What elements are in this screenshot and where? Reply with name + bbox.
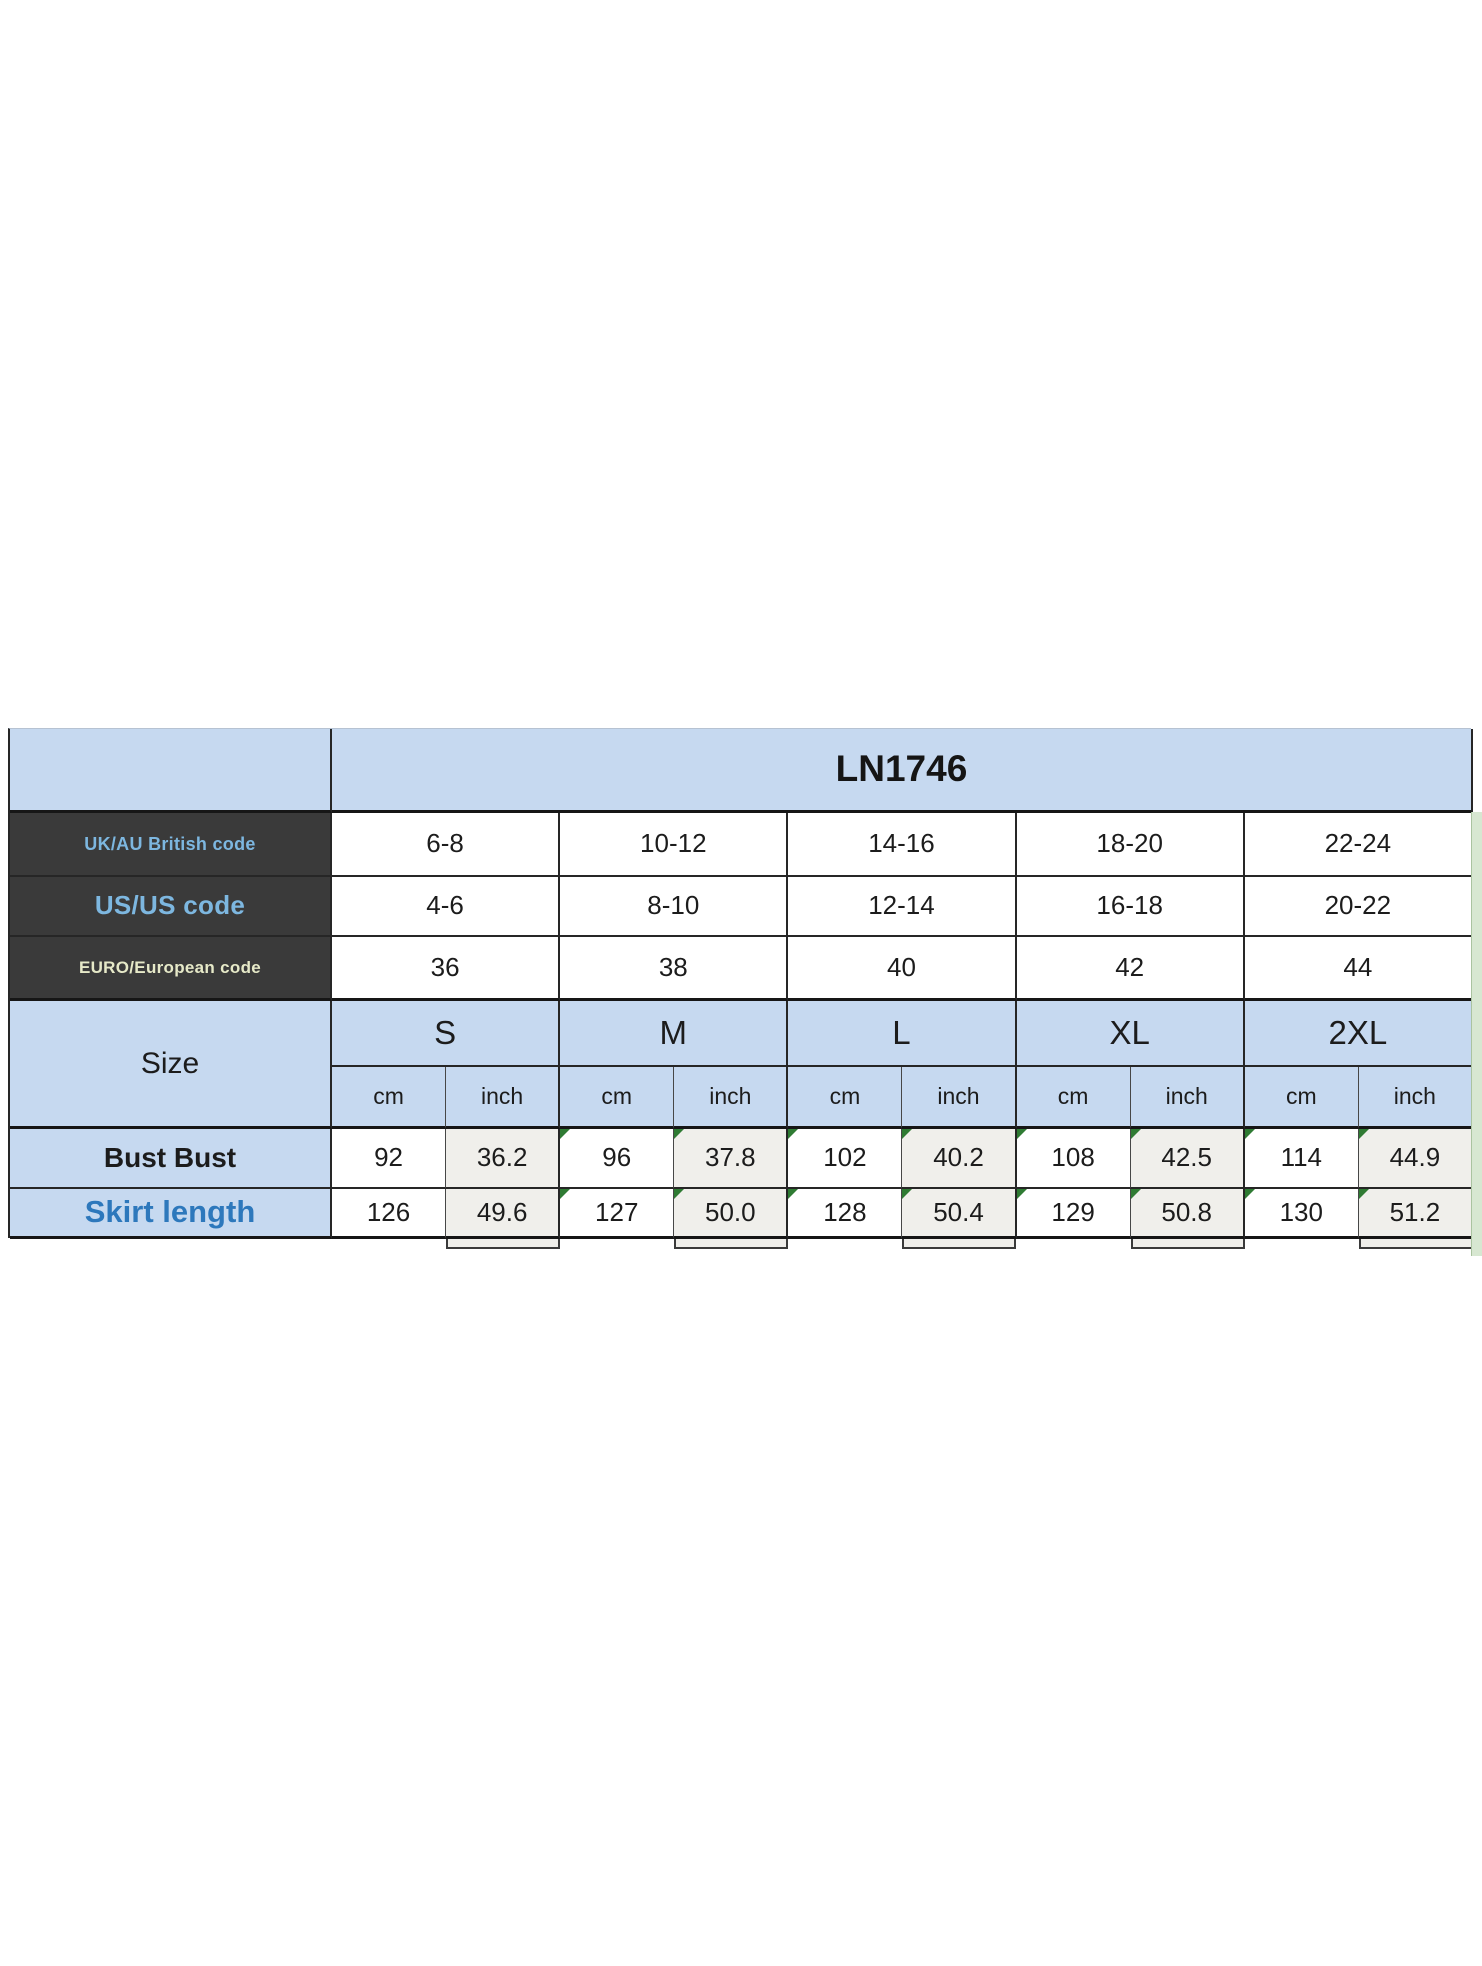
skirt-value-cell xyxy=(1359,1189,1473,1239)
excel-flag-triangle-icon xyxy=(1245,1129,1255,1139)
excel-flag-triangle-icon xyxy=(674,1129,684,1139)
skirt-value-cell xyxy=(1131,1189,1245,1239)
cell-value: 40.2 xyxy=(933,1142,984,1173)
bust-value-cell xyxy=(1359,1129,1473,1189)
unit-header-cm: cm xyxy=(788,1067,902,1129)
bust-value-cell xyxy=(446,1129,560,1189)
table-bottom-bleed xyxy=(902,1239,1016,1249)
uk-au-value-cell: 22-24 xyxy=(1245,813,1473,877)
unit-header-inch: inch xyxy=(446,1067,560,1129)
cell-value: 44.9 xyxy=(1389,1142,1441,1173)
size-header-s: S xyxy=(332,1001,560,1067)
cell-value: 50.4 xyxy=(933,1196,984,1227)
excel-flag-triangle-icon xyxy=(1245,1189,1255,1199)
skirt-value-cell xyxy=(1245,1189,1359,1239)
uk-au-value-cell: 10-12 xyxy=(560,813,788,877)
title-left-spacer-cell xyxy=(10,729,332,813)
table-bottom-bleed xyxy=(1359,1239,1473,1249)
uk-au-value-cell: 6-8 xyxy=(332,813,560,877)
table-bottom-bleed xyxy=(446,1239,560,1249)
euro-value-cell: 42 xyxy=(1017,937,1245,1001)
row-label-euro: EURO/European code xyxy=(10,937,332,1001)
excel-flag-triangle-icon xyxy=(560,1189,570,1199)
cell-value: 127 xyxy=(595,1196,639,1227)
table-bottom-bleed xyxy=(674,1239,788,1249)
skirt-value-cell xyxy=(332,1189,446,1239)
unit-header-cm: cm xyxy=(1017,1067,1131,1129)
bust-value-cell xyxy=(560,1129,674,1189)
unit-header-inch: inch xyxy=(902,1067,1016,1129)
cell-value: 92 xyxy=(374,1142,403,1173)
us-value-cell: 20-22 xyxy=(1245,877,1473,937)
row-label-us: US/US code xyxy=(10,877,332,937)
cell-value: 42.5 xyxy=(1161,1142,1212,1173)
cell-value: 130 xyxy=(1279,1196,1323,1227)
skirt-value-cell xyxy=(560,1189,674,1239)
bust-value-cell xyxy=(1131,1129,1245,1189)
skirt-value-cell xyxy=(674,1189,788,1239)
size-header-2xl: 2XL xyxy=(1245,1001,1473,1067)
right-edge-green-strip xyxy=(1471,812,1482,1256)
cell-value: 37.8 xyxy=(705,1142,756,1173)
excel-flag-triangle-icon xyxy=(902,1129,912,1139)
size-header-xl: XL xyxy=(1017,1001,1245,1067)
unit-header-cm: cm xyxy=(332,1067,446,1129)
euro-value-cell: 36 xyxy=(332,937,560,1001)
unit-header-inch: inch xyxy=(1359,1067,1473,1129)
size-header-l: L xyxy=(788,1001,1016,1067)
excel-flag-triangle-icon xyxy=(1017,1129,1027,1139)
us-value-cell: 16-18 xyxy=(1017,877,1245,937)
measure-label-skirt-length: Skirt length xyxy=(10,1189,332,1239)
excel-flag-triangle-icon xyxy=(788,1189,798,1199)
excel-flag-triangle-icon xyxy=(1131,1129,1141,1139)
uk-au-value-cell: 14-16 xyxy=(788,813,1016,877)
cell-value: 114 xyxy=(1280,1142,1323,1173)
excel-flag-triangle-icon xyxy=(1017,1189,1027,1199)
row-label-uk-au: UK/AU British code xyxy=(10,813,332,877)
cell-value: 49.6 xyxy=(476,1196,528,1227)
bust-value-cell xyxy=(1245,1129,1359,1189)
bust-value-cell xyxy=(902,1129,1016,1189)
unit-header-inch: inch xyxy=(674,1067,788,1129)
unit-header-inch: inch xyxy=(1131,1067,1245,1129)
excel-flag-triangle-icon xyxy=(1359,1189,1369,1199)
unit-header-cm: cm xyxy=(1245,1067,1359,1129)
excel-flag-triangle-icon xyxy=(902,1189,912,1199)
cell-value: 128 xyxy=(823,1196,867,1227)
skirt-value-cell xyxy=(446,1189,560,1239)
uk-au-value-cell: 18-20 xyxy=(1017,813,1245,877)
cell-value: 51.2 xyxy=(1389,1196,1441,1227)
us-value-cell: 4-6 xyxy=(332,877,560,937)
bust-value-cell xyxy=(1017,1129,1131,1189)
excel-flag-triangle-icon xyxy=(674,1189,684,1199)
table-title: LN1746 xyxy=(332,729,1473,813)
bust-value-cell xyxy=(788,1129,902,1189)
us-value-cell: 12-14 xyxy=(788,877,1016,937)
excel-flag-triangle-icon xyxy=(1359,1129,1369,1139)
bust-value-cell xyxy=(332,1129,446,1189)
size-chart-table xyxy=(8,728,1471,1238)
unit-header-cm: cm xyxy=(560,1067,674,1129)
measure-label-bust: Bust Bust xyxy=(10,1129,332,1189)
table-bottom-bleed xyxy=(1131,1239,1245,1249)
cell-value: 36.2 xyxy=(476,1142,528,1173)
size-row-label: Size xyxy=(10,1001,332,1129)
skirt-value-cell xyxy=(1017,1189,1131,1239)
excel-flag-triangle-icon xyxy=(788,1129,798,1139)
cell-value: 129 xyxy=(1051,1196,1095,1227)
excel-flag-triangle-icon xyxy=(1131,1189,1141,1199)
us-value-cell: 8-10 xyxy=(560,877,788,937)
skirt-value-cell xyxy=(902,1189,1016,1239)
bust-value-cell xyxy=(674,1129,788,1189)
skirt-value-cell xyxy=(788,1189,902,1239)
cell-value: 126 xyxy=(366,1196,411,1227)
cell-value: 50.8 xyxy=(1161,1196,1212,1227)
cell-value: 50.0 xyxy=(705,1196,756,1227)
cell-value: 108 xyxy=(1051,1142,1095,1173)
cell-value: 96 xyxy=(602,1142,632,1173)
euro-value-cell: 40 xyxy=(788,937,1016,1001)
size-header-m: M xyxy=(560,1001,788,1067)
euro-value-cell: 44 xyxy=(1245,937,1473,1001)
cell-value: 102 xyxy=(823,1142,867,1173)
euro-value-cell: 38 xyxy=(560,937,788,1001)
excel-flag-triangle-icon xyxy=(560,1129,570,1139)
